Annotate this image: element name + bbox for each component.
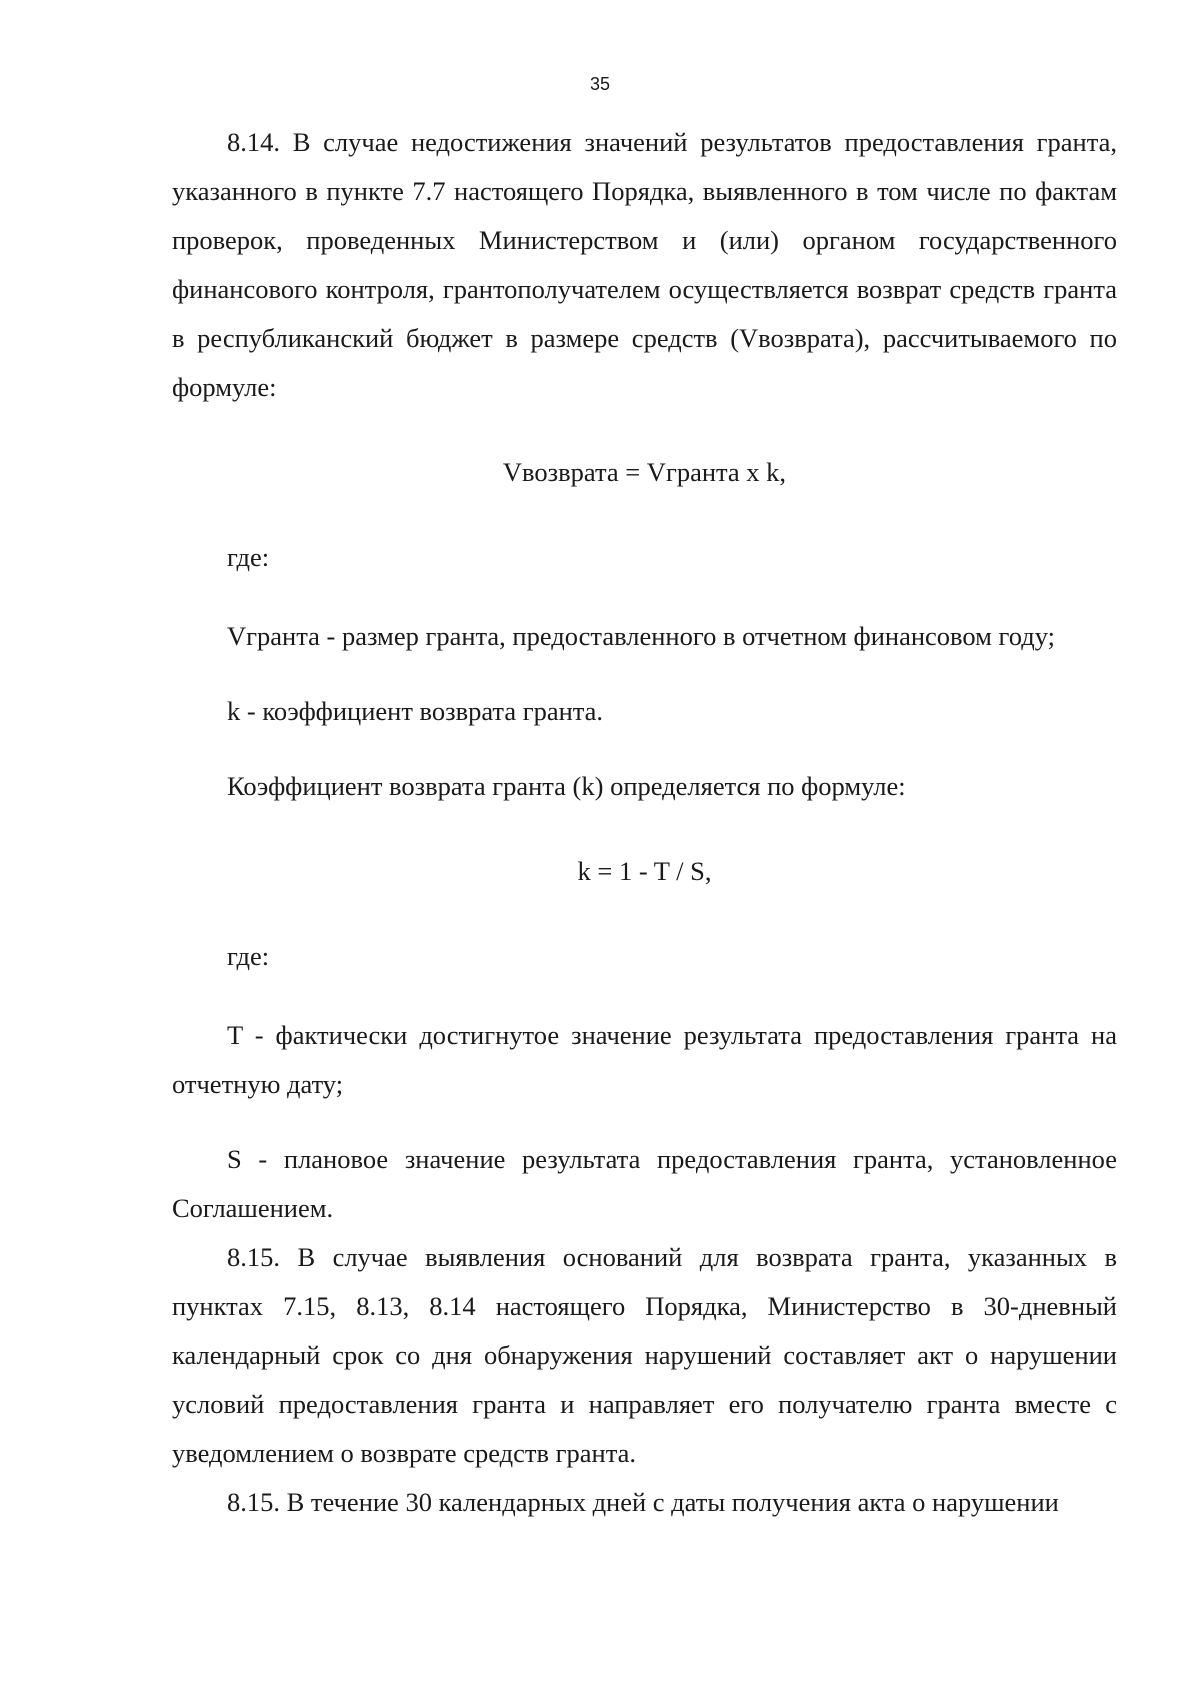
definition-v-grant: Vгранта - размер гранта, предоставленного в отчетном финансовом году; (227, 621, 1055, 651)
spacer (172, 582, 1117, 612)
coefficient-intro: Коэффициент возврата гранта (k) определяется по формуле: (227, 771, 906, 801)
page-number: 35 (589, 74, 611, 94)
where-label: где: (227, 941, 270, 971)
formula-k: k = 1 - T / S, (577, 856, 712, 886)
spacer (172, 661, 1117, 687)
spacer (172, 497, 1117, 533)
definition-s: S - плановое значение результата предоставления гранта, установленное Соглашением. (172, 1144, 1117, 1223)
spacer (172, 412, 1117, 448)
definition-k: k - коэффициент возврата гранта. (227, 696, 604, 726)
spacer (172, 981, 1117, 1011)
definition-t: T - фактически достигнутое значение результата предоставления гранта на отчетную дату; (172, 1020, 1117, 1099)
paragraph-8-15: 8.15. В случае выявления оснований для возврата гранта, указанных в пунктах 7.15, 8.13, 8.14 настоящего Порядка, Министерство в 30-дневный календарный срок со дня обнаружения нарушений составляет акт о нарушении условий предоставления гранта и направляет его получателю гранта вместе с уведомлением о возврате средств гранта. (172, 1242, 1117, 1468)
spacer (172, 896, 1117, 932)
spacer (172, 736, 1117, 762)
formula-v-return: Vвозврата = Vгранта x k, (502, 457, 787, 487)
paragraph-8-14: 8.14. В случае недостижения значений результатов предоставления гранта, указанного в пункте 7.7 настоящего Порядка, выявленного в том числе по фактам проверок, проведенных Министерством и (или) органом государственного финансового контроля, грантополучателем осуществляется возврат средств гранта в республиканский бюджет в размере средств (Vвозврата), рассчитываемого по формуле: (172, 127, 1117, 402)
document-body (172, 118, 1117, 1527)
where-label: где: (227, 542, 270, 572)
spacer (172, 811, 1117, 847)
paragraph-8-15-continued: 8.15. В течение 30 календарных дней с даты получения акта о нарушении (227, 1487, 1059, 1517)
spacer (172, 1109, 1117, 1135)
